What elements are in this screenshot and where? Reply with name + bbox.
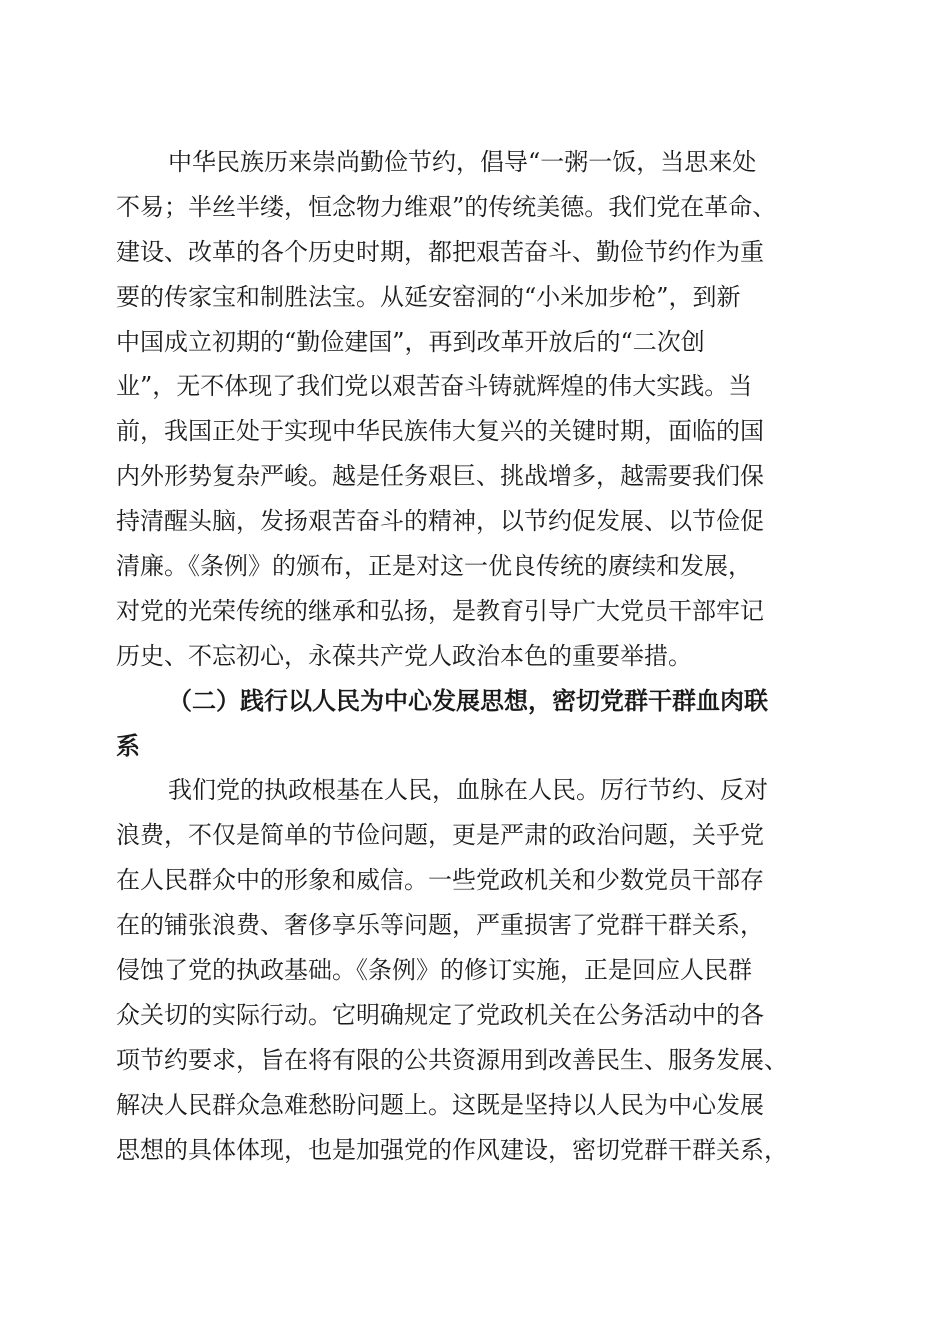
section-heading [116, 679, 836, 769]
text-line: 侵蚀了党的执政基础。《条例》的修订实施，正是回应人民群 [116, 956, 752, 985]
text-line: 不易；半丝半缕，恒念物力维艰”的传统美德。我们党在革命、 [116, 192, 777, 221]
paragraph-people-centered [116, 768, 836, 1172]
text-line: 历史、不忘初心，永葆共产党人政治本色的重要举措。 [116, 641, 692, 670]
text-line: 众关切的实际行动。它明确规定了党政机关在公务活动中的各 [116, 1000, 764, 1029]
text-line: 浪费，不仅是简单的节俭问题，更是严肃的政治问题，关乎党 [116, 821, 764, 850]
text-line: 项节约要求，旨在将有限的公共资源用到改善民生、服务发展、 [116, 1045, 788, 1074]
text-line: 前，我国正处于实现中华民族伟大复兴的关键时期，面临的国 [116, 417, 764, 446]
text-line: 在人民群众中的形象和威信。一些党政机关和少数党员干部存 [116, 866, 764, 895]
text-line: 对党的光荣传统的继承和弘扬，是教育引导广大党员干部牢记 [116, 596, 764, 625]
text-line: 我们党的执政根基在人民，血脉在人民。厉行节约、反对 [168, 776, 768, 805]
heading-line: （二）践行以人民为中心发展思想，密切党群干群血肉联 [168, 685, 768, 715]
text-line: 在的铺张浪费、奢侈享乐等问题，严重损害了党群干群关系， [116, 911, 764, 940]
text-line: 持清醒头脑，发扬艰苦奋斗的精神，以节约促发展、以节俭促 [116, 507, 764, 536]
text-line: 中华民族历来崇尚勤俭节约，倡导“一粥一饭，当思来处 [168, 148, 757, 176]
text-line: 思想的具体体现，也是加强党的作风建设，密切党群干群关系， [116, 1135, 788, 1164]
text-line: 要的传家宝和制胜法宝。从延安窑洞的“小米加步枪”，到新 [116, 282, 741, 311]
heading-line: 系 [116, 730, 140, 760]
text-line: 业”，无不体现了我们党以艰苦奋斗铸就辉煌的伟大实践。当 [116, 372, 753, 401]
text-line: 中国成立初期的“勤俭建国”，再到改革开放后的“二次创 [116, 327, 705, 356]
paragraph-frugality-tradition [116, 140, 836, 679]
text-line: 内外形势复杂严峻。越是任务艰巨、挑战增多，越需要我们保 [116, 462, 764, 491]
text-line: 清廉。《条例》的颁布，正是对这一优良传统的赓续和发展， [116, 552, 752, 581]
text-line: 建设、改革的各个历史时期，都把艰苦奋斗、勤俭节约作为重 [116, 237, 764, 266]
text-line: 解决人民群众急难愁盼问题上。这既是坚持以人民为中心发展 [116, 1090, 764, 1119]
document-body [116, 140, 836, 1172]
